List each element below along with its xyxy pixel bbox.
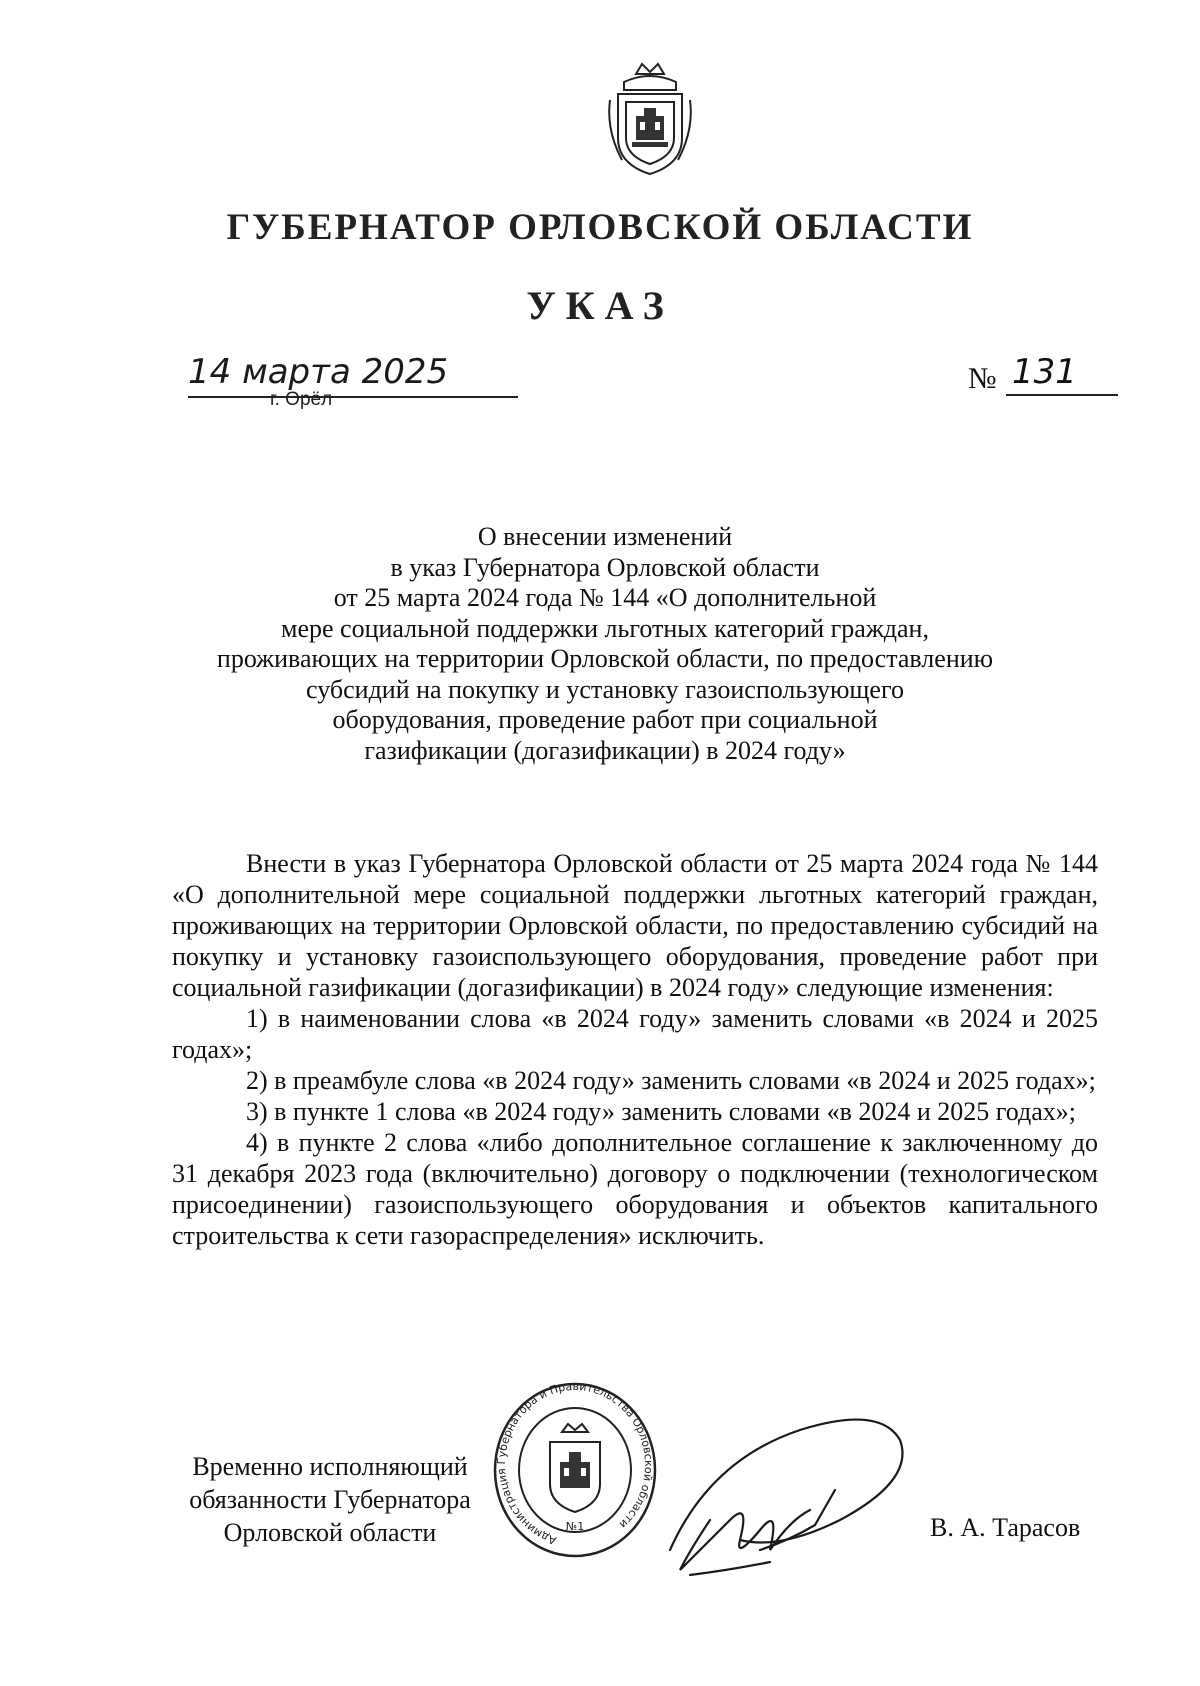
document-subject [170,522,1040,766]
amendment-item-3: 3) в пункте 1 слова «в 2024 году» заменить словами «в 2024 и 2025 годах»; [246,1097,1077,1126]
handwritten-number: 131 [1006,352,1118,396]
signatory-title-line: Временно исполняющий [192,1452,468,1481]
subject-line: мере социальной поддержки льготных категорий граждан, [281,613,929,643]
issuing-authority: ГУБЕРНАТОР ОРЛОВСКОЙ ОБЛАСТИ [226,207,974,248]
signatory-name: В. А. Тарасов [930,1513,1081,1542]
amendment-item-1: 1) в наименовании слова «в 2024 году» заменить словами «в 2024 и 2025 годах»; [172,1004,1098,1064]
handwritten-signature [650,1400,930,1600]
subject-line: в указ Губернатора Орловской области [390,552,820,582]
coat-of-arms-icon [606,60,694,178]
signatory-title-line: Орловской области [223,1518,437,1547]
issue-city: г. Орёл [270,389,333,410]
subject-line: от 25 марта 2024 года № 144 «О дополнительной [333,583,877,612]
signatory-title-line: обязанности Губернатора [189,1485,471,1514]
signatory-title [170,1450,490,1549]
handwritten-date: 14 марта 2025 [188,352,518,398]
document-type: УКАЗ [526,283,674,328]
amendment-item-2: 2) в преамбуле слова «в 2024 году» заменить словами «в 2024 и 2025 годах»; [246,1066,1096,1095]
svg-text:Администрация Губернатора и Пр: Администрация Губернатора и Правительства Орловской области [494,1380,656,1548]
svg-text:№1: №1 [565,1520,585,1533]
intro-paragraph: Внести в указ Губернатора Орловской области от 25 марта 2024 года № 144 «О дополнительной мере социальной поддержки льготных категорий граждан, проживающих на территории Орловской области, по предоставлению субсидий на покупку и установку газоиспользующего оборудования, проведение работ при социальной газификации (догазификации) в 2024 году» следующие изменения: [172,849,1098,1002]
subject-line: газификации (догазификации) в 2024 году» [364,735,846,765]
subject-line: субсидий на покупку и установку газоиспользующего [306,674,904,704]
document-body [172,848,1098,1251]
number-label: № [968,362,997,395]
official-seal-stamp [492,1380,658,1560]
subject-line: О внесении изменений [477,522,733,551]
amendment-item-4: 4) в пункте 2 слова «либо дополнительное соглашение к заключенному до 31 декабря 2023 года (включительно) договору о подключении (технологическом присоединении) газоиспользующего оборудования и объектов капитального строительства к сети газораспределения» исключить. [172,1128,1098,1250]
subject-line: оборудования, проведение работ при социальной [332,705,878,734]
subject-line: проживающих на территории Орловской области, по предоставлению [216,644,994,673]
